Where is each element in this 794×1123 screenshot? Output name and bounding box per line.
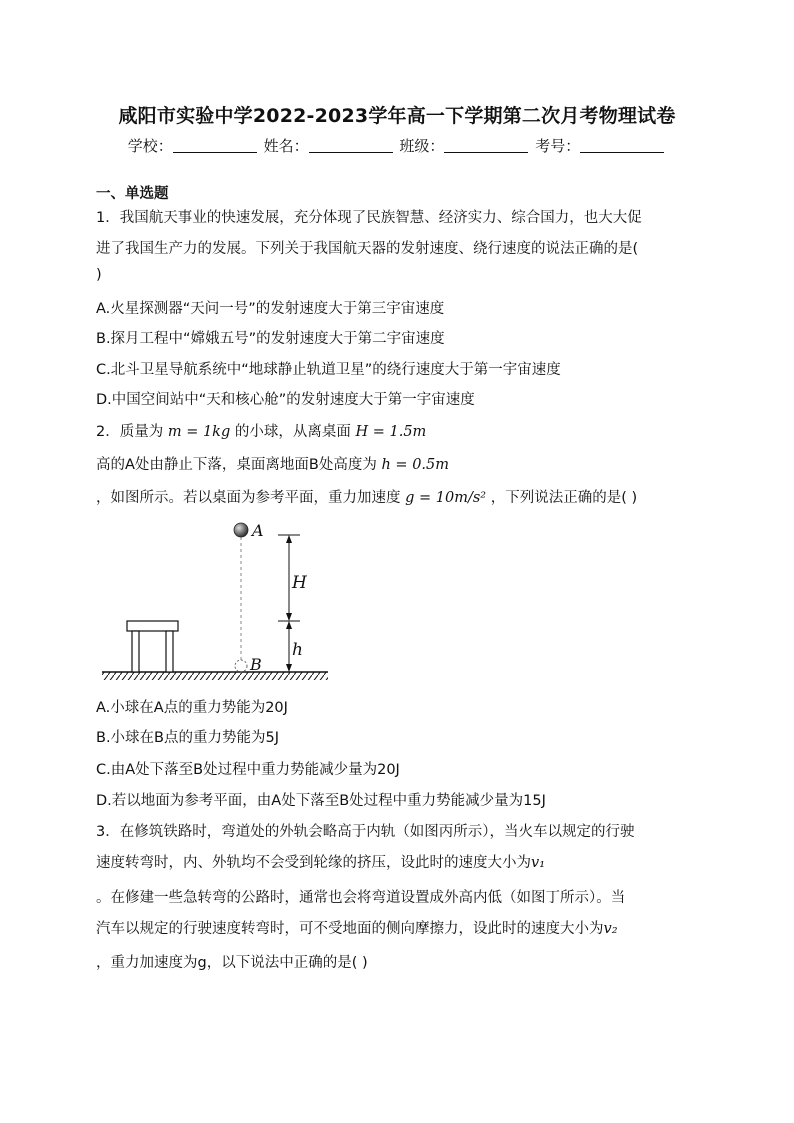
- q2-text: 高的A处由静止下落，桌面离地面B处高度为: [96, 457, 377, 473]
- q1-line1: 1．我国航天事业的快速发展，充分体现了民族智慧、经济实力、综合国力，也大大促: [96, 210, 642, 226]
- q2-option-c: C.由A处下落至B处过程中重力势能减少量为20J: [96, 762, 400, 778]
- label-h: h: [292, 640, 303, 660]
- q3-line5: ，重力加速度为g，以下说法中正确的是( ): [96, 955, 368, 971]
- exam-title: 咸阳市实验中学2022-2023学年高一下学期第二次月考物理试卷: [118, 105, 676, 127]
- section-heading: 一、单选题: [96, 186, 169, 202]
- label-a: A: [252, 521, 264, 540]
- q2-text: 的小球，从离桌面: [234, 424, 351, 440]
- school-label: 学校：: [127, 137, 173, 155]
- ball-at-a: [234, 523, 248, 537]
- label-H: H: [292, 573, 307, 593]
- height-h-formula: h = 0.5m: [381, 457, 449, 473]
- v2-symbol: v₂: [603, 921, 618, 937]
- table-leg-left: [132, 631, 139, 672]
- q1-option-d: D.中国空间站中“天和核心舱”的发射速度大于第一宇宙速度: [96, 392, 475, 408]
- q2-text: ，如图所示。若以桌面为参考平面，重力加速度: [96, 490, 401, 506]
- q3-text: 汽车以规定的行驶速度转弯时，可不受地面的侧向摩擦力，设此时的速度大小为: [96, 921, 604, 937]
- q3-line1: 3．在修筑铁路时，弯道处的外轨会略高于内轨（如图丙所示），当火车以规定的行驶: [96, 824, 635, 840]
- q2-line3: [96, 486, 637, 507]
- q2-option-d: D.若以地面为参考平面，由A处下落至B处过程中重力势能减少量为15J: [96, 793, 546, 809]
- q1-option-c: C.北斗卫星导航系统中“地球静止轨道卫星”的绕行速度大于第一宇宙速度: [96, 362, 561, 378]
- q3-line3: 。在修建一些急转弯的公路时，通常也会将弯道设置成外高内低（如图丁所示）。当: [96, 890, 626, 906]
- q2-option-b: B.小球在B点的重力势能为5J: [96, 730, 280, 746]
- id-label: 考号：: [535, 137, 581, 155]
- gravity-formula: g = 10m/s²: [405, 490, 487, 506]
- height-H-formula: H = 1.5m: [355, 424, 427, 440]
- q2-option-a: A.小球在A点的重力势能为20J: [96, 700, 288, 716]
- q3-line4: [96, 917, 618, 938]
- name-label: 姓名：: [263, 137, 309, 155]
- q2-line1: [96, 420, 426, 441]
- ground-hatch: [102, 672, 328, 680]
- q1-line2: 进了我国生产力的发展。下列关于我国航天器的发射速度、绕行速度的说法正确的是(: [96, 241, 639, 257]
- q1-option-a: A.火星探测器“天问一号”的发射速度大于第三宇宙速度: [96, 301, 445, 317]
- label-b: B: [250, 655, 262, 674]
- q3-text: 速度转弯时，内、外轨均不会受到轮缘的挤压，设此时的速度大小为: [96, 855, 531, 871]
- ball-at-b: [235, 660, 247, 672]
- table-leg-right: [166, 631, 173, 672]
- q2-line2: [96, 453, 449, 474]
- id-blank: [580, 138, 664, 153]
- class-label: 班级：: [399, 137, 445, 155]
- table-top: [127, 621, 178, 631]
- name-blank: [309, 138, 393, 153]
- q1-line3: ): [96, 267, 102, 283]
- q3-line2: [96, 851, 545, 872]
- student-info-row: [0, 135, 794, 156]
- mass-formula: m = 1kg: [167, 424, 231, 440]
- q2-text: ，下列说法正确的是( ): [490, 490, 638, 506]
- q1-option-b: B.探月工程中“嫦娥五号”的发射速度大于第二宇宙速度: [96, 331, 445, 347]
- class-blank: [444, 138, 528, 153]
- school-blank: [173, 138, 257, 153]
- q2-figure: [96, 515, 336, 685]
- v1-symbol: v₁: [531, 855, 546, 871]
- q2-text: 2．质量为: [96, 424, 164, 440]
